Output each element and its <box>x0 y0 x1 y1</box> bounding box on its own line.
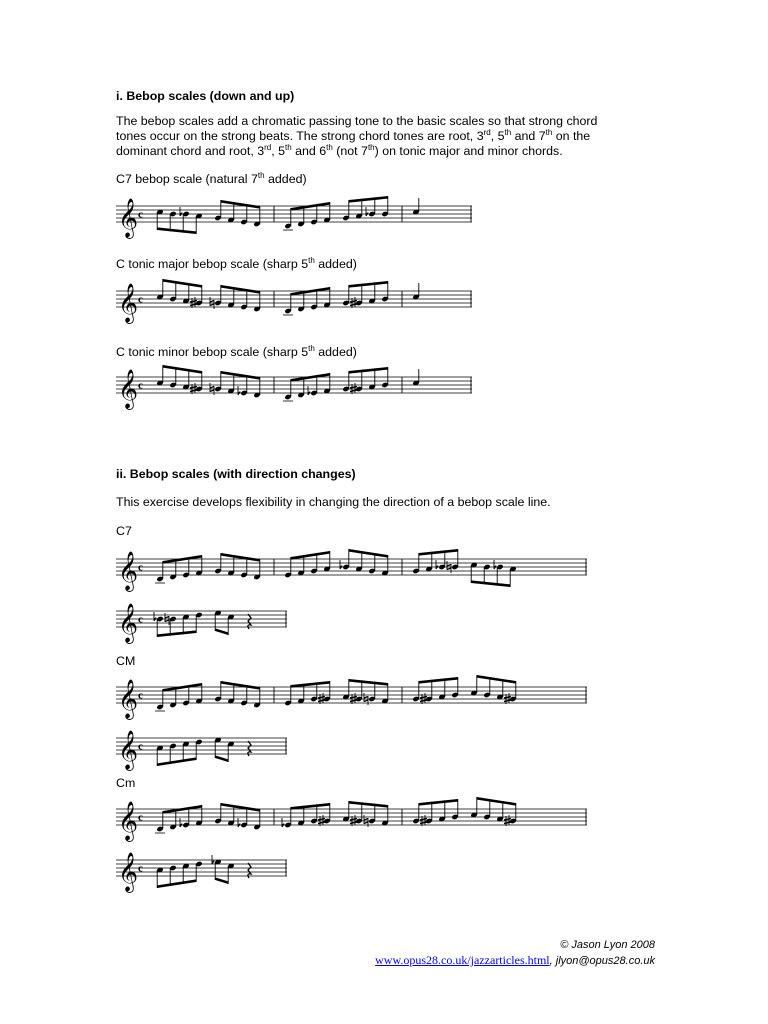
treble-clef-icon: 𝄞 <box>118 369 139 409</box>
treble-clef-icon: 𝄞 <box>118 283 139 323</box>
note-beam <box>349 281 388 288</box>
label-c-major-bebop-scale: C tonic major bebop scale (sharp 5th added) <box>116 256 357 271</box>
note-beam <box>221 285 260 294</box>
staff-c7-direction-ending <box>116 597 291 647</box>
staff-cmaj-direction <box>116 673 591 723</box>
note-beam <box>419 549 458 556</box>
time-signature: c <box>138 561 143 574</box>
flat-accidental <box>238 818 240 827</box>
flat-accidental <box>238 386 240 395</box>
flat-accidental <box>494 560 496 569</box>
note-beam <box>471 580 510 587</box>
note-beam <box>221 803 260 812</box>
note-beam <box>349 367 388 374</box>
treble-clef-icon: 𝄞 <box>118 801 139 841</box>
intro-paragraph-line-3: dominant chord and root, 3rd, 5th and 6th (not 7th) on tonic major and minor chords. <box>116 143 563 158</box>
note-beam <box>349 801 388 808</box>
note-beam <box>221 553 260 562</box>
label-c7-bebop-scale: C7 bebop scale (natural 7th added) <box>116 171 307 186</box>
staff-c-minor-bebop-scale <box>116 363 476 413</box>
section-heading-direction-changes: ii. Bebop scales (with direction changes) <box>116 467 356 481</box>
note-beam <box>215 877 228 884</box>
note-beam <box>221 681 260 690</box>
time-signature: c <box>138 862 143 875</box>
time-signature: c <box>138 689 143 702</box>
time-signature: c <box>138 293 143 306</box>
time-signature: c <box>138 613 143 626</box>
note-beam <box>163 365 202 374</box>
staff-cmin-direction-ending <box>116 846 291 896</box>
note-beam <box>215 628 228 635</box>
treble-clef-icon: 𝄞 <box>118 603 139 643</box>
note-beam <box>419 799 458 806</box>
flat-accidental <box>180 818 182 827</box>
time-signature: c <box>138 740 143 753</box>
note-beam <box>349 196 388 203</box>
time-signature: c <box>138 811 143 824</box>
flat-accidental <box>366 207 368 216</box>
treble-clef-icon: 𝄞 <box>118 198 139 238</box>
flat-accidental <box>436 560 438 569</box>
note-beam <box>163 279 202 288</box>
note-beam <box>349 679 388 686</box>
treble-clef-icon: 𝄞 <box>118 551 139 591</box>
note-beam <box>221 371 260 380</box>
flat-accidental <box>340 560 342 569</box>
staff-lines <box>116 559 587 575</box>
footer-email: jlyon@opus28.co.uk <box>555 955 655 967</box>
intro-paragraph-line-2: tones occur on the strong beats. The strong chord tones are root, 3rd, 5th and 7th on the <box>116 128 591 143</box>
label-cm-major: CM <box>116 654 136 668</box>
footer-copyright: © Jason Lyon 2008 <box>560 939 655 951</box>
note-beam <box>221 200 260 209</box>
flat-accidental <box>308 386 310 395</box>
footer-contact: www.opus28.co.uk/jazzarticles.html, jlyon@opus28.co.uk <box>375 953 655 967</box>
treble-clef-icon: 𝄞 <box>118 730 139 770</box>
time-signature: c <box>138 379 143 392</box>
staff-cmaj-direction-ending <box>116 724 291 774</box>
flat-accidental <box>212 855 214 864</box>
flat-accidental <box>154 612 156 621</box>
label-c-minor-bebop-scale: C tonic minor bebop scale (sharp 5th added) <box>116 344 357 359</box>
note-beam <box>419 677 458 684</box>
note-beam <box>157 227 196 234</box>
treble-clef-icon: 𝄞 <box>118 852 139 892</box>
note-beam <box>477 675 516 684</box>
treble-clef-icon: 𝄞 <box>118 679 139 719</box>
note-beam <box>157 630 196 637</box>
direction-paragraph: This exercise develops flexibility in changing the direction of a bebop scale line. <box>116 495 551 509</box>
staff-c-major-bebop-scale <box>116 277 476 327</box>
note-beam <box>215 755 228 762</box>
note-beam <box>349 549 388 558</box>
label-cm-minor: Cm <box>116 776 136 790</box>
time-signature: c <box>138 208 143 221</box>
note-beam <box>157 757 196 766</box>
footer-website-link[interactable]: www.opus28.co.uk/jazzarticles.html <box>375 953 550 967</box>
note-beam <box>477 797 516 806</box>
note-beam <box>291 551 330 560</box>
staff-c7-direction <box>116 545 591 595</box>
intro-paragraph-line-1: The bebop scales add a chromatic passing tone to the basic scales so that strong chord <box>116 114 598 128</box>
note-beam <box>157 879 196 888</box>
label-c7: C7 <box>116 524 132 538</box>
staff-cmin-direction <box>116 795 591 845</box>
flat-accidental <box>180 207 182 216</box>
section-heading-bebop-scales: i. Bebop scales (down and up) <box>116 89 295 103</box>
flat-accidental <box>282 818 284 827</box>
staff-c7-bebop-scale <box>116 192 476 242</box>
